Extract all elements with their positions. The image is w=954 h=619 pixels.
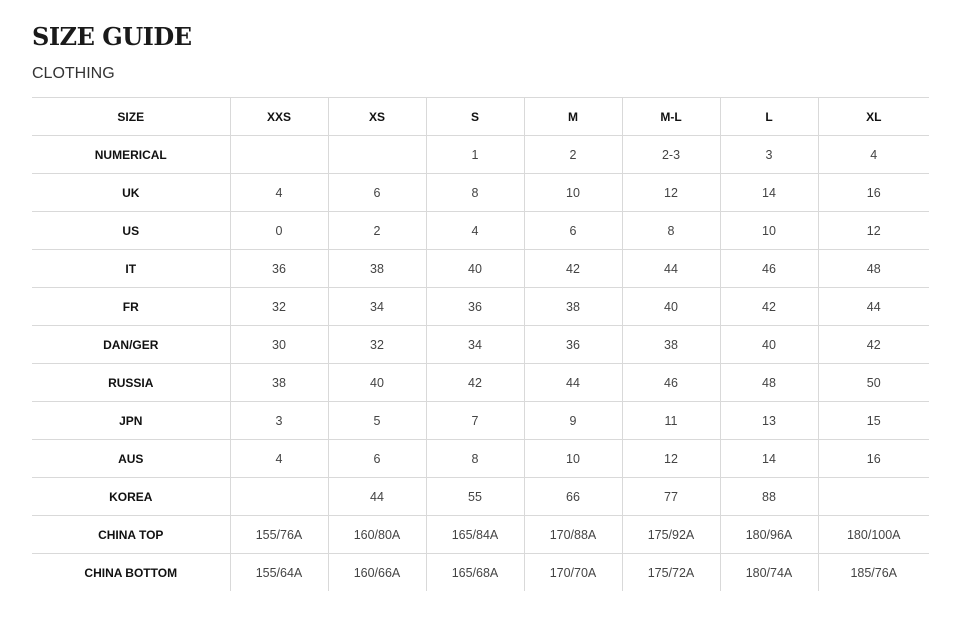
row-label: KOREA	[32, 478, 230, 516]
table-cell: 88	[720, 478, 818, 516]
table-cell: 3	[720, 136, 818, 174]
table-cell: 12	[818, 212, 929, 250]
table-cell	[230, 136, 328, 174]
table-cell: 44	[818, 288, 929, 326]
table-cell: 1	[426, 136, 524, 174]
table-cell: 36	[524, 326, 622, 364]
column-header-xl: XL	[818, 98, 929, 136]
table-cell: 34	[328, 288, 426, 326]
table-cell: 44	[622, 250, 720, 288]
table-cell: 2	[328, 212, 426, 250]
table-cell: 38	[230, 364, 328, 402]
table-cell: 12	[622, 440, 720, 478]
row-label: NUMERICAL	[32, 136, 230, 174]
table-cell: 6	[328, 440, 426, 478]
table-cell: 12	[622, 174, 720, 212]
section-title: CLOTHING	[32, 65, 115, 82]
table-cell: 180/74A	[720, 554, 818, 592]
column-header-m: M	[524, 98, 622, 136]
table-cell: 15	[818, 402, 929, 440]
table-cell: 4	[230, 174, 328, 212]
table-row	[32, 478, 929, 516]
table-cell: 55	[426, 478, 524, 516]
table-row	[32, 136, 929, 174]
table-cell: 180/100A	[818, 516, 929, 554]
table-cell: 40	[622, 288, 720, 326]
row-label: RUSSIA	[32, 364, 230, 402]
table-row	[32, 212, 929, 250]
table-row	[32, 516, 929, 554]
table-cell: 40	[720, 326, 818, 364]
table-cell: 10	[720, 212, 818, 250]
row-label: CHINA TOP	[32, 516, 230, 554]
column-header-xxs: XXS	[230, 98, 328, 136]
table-cell: 185/76A	[818, 554, 929, 592]
table-cell: 13	[720, 402, 818, 440]
page-title: SIZE GUIDE	[32, 22, 192, 51]
table-cell: 50	[818, 364, 929, 402]
table-cell: 40	[328, 364, 426, 402]
table-cell: 170/88A	[524, 516, 622, 554]
table-cell	[328, 136, 426, 174]
table-cell: 44	[328, 478, 426, 516]
row-label: CHINA BOTTOM	[32, 554, 230, 592]
table-cell: 9	[524, 402, 622, 440]
table-cell: 38	[328, 250, 426, 288]
table-cell: 42	[720, 288, 818, 326]
table-cell: 66	[524, 478, 622, 516]
table-row	[32, 402, 929, 440]
table-cell: 46	[622, 364, 720, 402]
table-cell: 16	[818, 440, 929, 478]
table-cell: 2-3	[622, 136, 720, 174]
table-cell: 32	[230, 288, 328, 326]
table-cell: 36	[426, 288, 524, 326]
column-header-xs: XS	[328, 98, 426, 136]
row-label: DAN/GER	[32, 326, 230, 364]
table-row	[32, 174, 929, 212]
table-cell: 165/68A	[426, 554, 524, 592]
table-cell: 42	[426, 364, 524, 402]
table-header-row	[32, 98, 929, 136]
table-cell: 48	[818, 250, 929, 288]
table-cell: 165/84A	[426, 516, 524, 554]
table-cell: 40	[426, 250, 524, 288]
table-row	[32, 326, 929, 364]
column-header-size: SIZE	[32, 98, 230, 136]
table-cell: 155/76A	[230, 516, 328, 554]
table-cell: 155/64A	[230, 554, 328, 592]
table-cell: 14	[720, 440, 818, 478]
table-row	[32, 554, 929, 592]
table-cell: 42	[524, 250, 622, 288]
table-cell: 38	[524, 288, 622, 326]
table-row	[32, 440, 929, 478]
table-body	[32, 136, 929, 592]
size-table	[32, 97, 929, 591]
table-cell: 8	[426, 174, 524, 212]
table-cell: 5	[328, 402, 426, 440]
table-cell: 48	[720, 364, 818, 402]
table-cell: 34	[426, 326, 524, 364]
table-row	[32, 288, 929, 326]
table-cell: 6	[524, 212, 622, 250]
column-header-s: S	[426, 98, 524, 136]
column-header-m-l: M-L	[622, 98, 720, 136]
table-cell: 4	[230, 440, 328, 478]
table-cell: 8	[426, 440, 524, 478]
row-label: AUS	[32, 440, 230, 478]
table-row	[32, 250, 929, 288]
table-cell: 3	[230, 402, 328, 440]
row-label: JPN	[32, 402, 230, 440]
table-cell: 16	[818, 174, 929, 212]
row-label: US	[32, 212, 230, 250]
table-cell: 10	[524, 174, 622, 212]
table-cell: 180/96A	[720, 516, 818, 554]
table-cell: 160/66A	[328, 554, 426, 592]
table-cell: 44	[524, 364, 622, 402]
table-cell: 4	[818, 136, 929, 174]
table-cell: 2	[524, 136, 622, 174]
table-cell: 32	[328, 326, 426, 364]
row-label: UK	[32, 174, 230, 212]
column-header-l: L	[720, 98, 818, 136]
row-label: FR	[32, 288, 230, 326]
table-cell: 160/80A	[328, 516, 426, 554]
table-cell: 170/70A	[524, 554, 622, 592]
table-cell: 8	[622, 212, 720, 250]
table-cell	[230, 478, 328, 516]
table-row	[32, 364, 929, 402]
table-cell: 175/72A	[622, 554, 720, 592]
table-cell: 175/92A	[622, 516, 720, 554]
table-cell: 7	[426, 402, 524, 440]
table-cell: 46	[720, 250, 818, 288]
table-cell: 4	[426, 212, 524, 250]
table-cell: 36	[230, 250, 328, 288]
row-label: IT	[32, 250, 230, 288]
table-cell: 42	[818, 326, 929, 364]
table-cell: 77	[622, 478, 720, 516]
table-cell: 0	[230, 212, 328, 250]
table-cell: 10	[524, 440, 622, 478]
table-cell: 38	[622, 326, 720, 364]
table-cell: 14	[720, 174, 818, 212]
table-cell: 11	[622, 402, 720, 440]
table-cell: 6	[328, 174, 426, 212]
table-cell: 30	[230, 326, 328, 364]
table-cell	[818, 478, 929, 516]
